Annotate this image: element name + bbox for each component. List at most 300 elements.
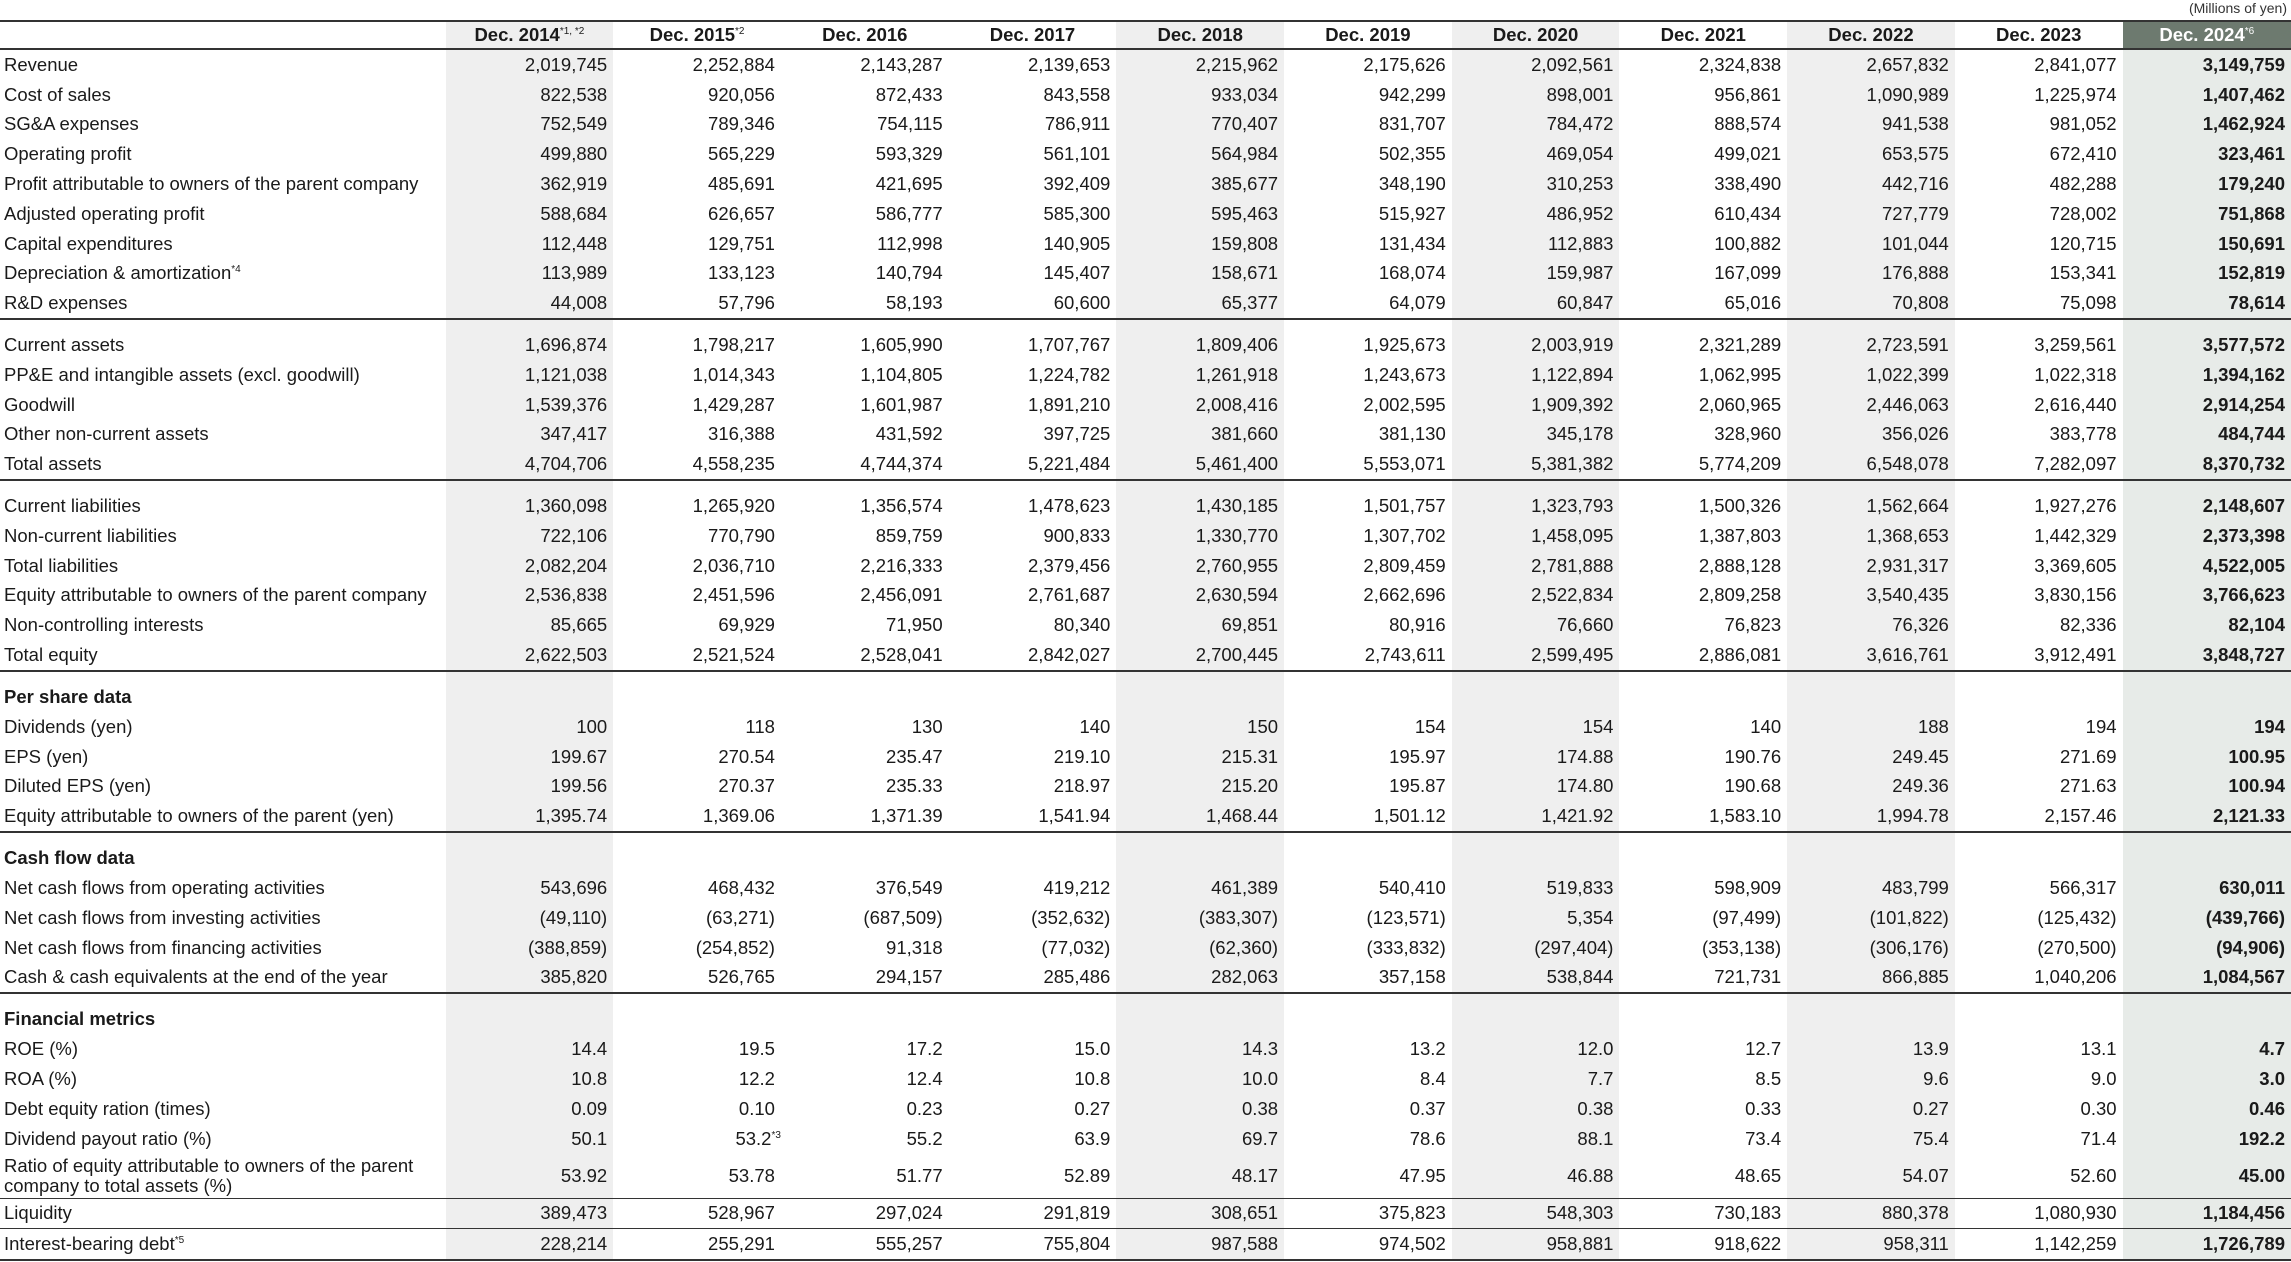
row-label-text: Equity attributable to owners of the parent company bbox=[4, 584, 427, 606]
value-text: 1,142,259 bbox=[2034, 1233, 2117, 1255]
value-text: 100 bbox=[576, 715, 608, 737]
value-cell bbox=[1116, 581, 1284, 611]
value-cell bbox=[949, 110, 1117, 140]
value-text: 5,774,209 bbox=[1698, 453, 1782, 475]
value-cell bbox=[1284, 742, 1452, 772]
value-cell bbox=[1619, 229, 1787, 259]
value-text: 2,914,254 bbox=[2202, 393, 2285, 415]
value-text: 431,592 bbox=[875, 423, 943, 445]
value-cell bbox=[1619, 1034, 1787, 1064]
value-cell bbox=[1619, 610, 1787, 640]
value-text: 190.68 bbox=[1724, 775, 1782, 797]
value-text: 78,614 bbox=[2228, 292, 2285, 314]
value-cell bbox=[1116, 390, 1284, 420]
value-text: 218.97 bbox=[1053, 775, 1111, 797]
value-cell bbox=[1619, 1064, 1787, 1094]
value-text: 47.95 bbox=[1399, 1164, 1446, 1186]
value-cell bbox=[1787, 1124, 1955, 1154]
table-row bbox=[0, 873, 2291, 903]
value-text: 228,214 bbox=[540, 1233, 608, 1255]
value-cell bbox=[613, 330, 781, 360]
value-text: 357,158 bbox=[1378, 966, 1446, 988]
value-cell bbox=[2123, 903, 2291, 933]
column-header-label: Dec. 2024 bbox=[2159, 24, 2245, 45]
value-cell bbox=[1955, 169, 2123, 199]
row-label bbox=[0, 1198, 446, 1229]
column-header-footnote: *6 bbox=[2244, 25, 2255, 37]
row-label-text: Net cash flows from financing activities bbox=[4, 936, 322, 958]
value-text: 76,326 bbox=[1892, 614, 1949, 636]
value-text: 13.1 bbox=[2080, 1038, 2117, 1060]
value-cell bbox=[2123, 1034, 2291, 1064]
value-text: 12.2 bbox=[738, 1068, 775, 1089]
spacer-cell bbox=[613, 832, 781, 843]
value-text: 2,781,888 bbox=[1531, 554, 1614, 576]
value-cell bbox=[1284, 49, 1452, 80]
value-text: 1,605,990 bbox=[860, 334, 943, 356]
value-cell bbox=[1787, 229, 1955, 259]
value-cell bbox=[1955, 199, 2123, 229]
value-cell bbox=[1116, 1124, 1284, 1154]
column-header bbox=[1955, 21, 2123, 49]
value-text: 1,371.39 bbox=[870, 805, 943, 827]
value-text: 2,743,611 bbox=[1364, 644, 1446, 666]
row-label bbox=[0, 491, 446, 521]
value-cell bbox=[2123, 1154, 2291, 1199]
value-cell bbox=[1116, 742, 1284, 772]
row-label-text: ROA (%) bbox=[4, 1068, 77, 1089]
value-cell bbox=[1619, 390, 1787, 420]
value-text: 120,715 bbox=[2049, 232, 2117, 254]
value-cell bbox=[1116, 640, 1284, 671]
section-heading: Per share data bbox=[4, 685, 132, 707]
value-text: 1,184,456 bbox=[2202, 1202, 2285, 1224]
value-cell bbox=[1452, 1034, 1620, 1064]
value-text: 3,259,561 bbox=[2034, 334, 2117, 356]
value-text: 1,429,287 bbox=[692, 393, 775, 415]
value-cell bbox=[1284, 640, 1452, 671]
value-text: 468,432 bbox=[708, 877, 775, 899]
value-cell bbox=[2123, 1198, 2291, 1229]
value-cell bbox=[1955, 229, 2123, 259]
value-cell bbox=[1619, 288, 1787, 319]
value-text: 48.17 bbox=[1231, 1164, 1279, 1186]
value-cell bbox=[2123, 1064, 2291, 1094]
value-text: 328,960 bbox=[1714, 423, 1782, 445]
value-text: 0.30 bbox=[2080, 1097, 2117, 1119]
value-cell bbox=[949, 1064, 1117, 1094]
value-cell bbox=[1116, 229, 1284, 259]
value-cell bbox=[1116, 139, 1284, 169]
value-text: 140 bbox=[1079, 715, 1111, 737]
spacer-cell bbox=[1955, 480, 2123, 491]
section-heading-row bbox=[0, 1004, 2291, 1034]
value-cell bbox=[613, 772, 781, 802]
value-text: 3,369,605 bbox=[2034, 554, 2117, 576]
value-cell bbox=[613, 873, 781, 903]
value-cell bbox=[1284, 772, 1452, 802]
value-text: 338,490 bbox=[1714, 173, 1782, 195]
value-cell bbox=[781, 330, 949, 360]
value-text: 2,888,128 bbox=[1698, 554, 1782, 576]
value-text: (94,906) bbox=[2216, 936, 2285, 958]
value-text: 499,021 bbox=[1714, 143, 1782, 165]
value-text: 0.38 bbox=[1242, 1097, 1279, 1119]
value-cell bbox=[2123, 1229, 2291, 1260]
value-text: 2,148,607 bbox=[2202, 495, 2285, 517]
value-cell bbox=[1452, 390, 1620, 420]
value-text: 385,820 bbox=[540, 966, 608, 988]
value-text: 1,040,206 bbox=[2034, 966, 2117, 988]
row-label-text: EPS (yen) bbox=[4, 745, 89, 767]
row-label-text: Ratio of equity attributable to owners of the parent company to total assets (%) bbox=[4, 1154, 414, 1196]
value-text: 442,716 bbox=[1881, 173, 1949, 195]
value-cell bbox=[949, 49, 1117, 80]
value-text: 235.33 bbox=[886, 775, 943, 797]
value-text: 113,989 bbox=[541, 262, 608, 284]
value-text: (297,404) bbox=[1534, 936, 1614, 958]
value-text: 3,848,727 bbox=[2202, 644, 2285, 666]
value-text: 515,927 bbox=[1378, 202, 1446, 224]
value-cell bbox=[1284, 169, 1452, 199]
value-text: 564,984 bbox=[1211, 143, 1279, 165]
value-text: 653,575 bbox=[1881, 143, 1949, 165]
value-text: 392,409 bbox=[1043, 173, 1111, 195]
value-text: 1,084,567 bbox=[2202, 966, 2285, 988]
value-text: 52.89 bbox=[1064, 1164, 1111, 1186]
value-cell bbox=[1955, 963, 2123, 994]
value-text: 1,122,894 bbox=[1531, 363, 1614, 385]
value-text: 150 bbox=[1247, 715, 1279, 737]
value-cell bbox=[2123, 712, 2291, 742]
spacer-cell bbox=[781, 319, 949, 330]
value-cell bbox=[446, 169, 614, 199]
row-label-text: Interest-bearing debt bbox=[4, 1233, 175, 1255]
value-cell bbox=[949, 1034, 1117, 1064]
value-cell bbox=[446, 449, 614, 480]
value-text: 482,288 bbox=[2049, 173, 2117, 195]
table-row bbox=[0, 712, 2291, 742]
table-row bbox=[0, 1064, 2291, 1094]
value-text: 316,388 bbox=[708, 423, 775, 445]
value-cell bbox=[1284, 712, 1452, 742]
row-label-text: Debt equity ration (times) bbox=[4, 1097, 211, 1119]
value-cell bbox=[1955, 1034, 2123, 1064]
value-cell bbox=[2123, 139, 2291, 169]
spacer-cell bbox=[613, 319, 781, 330]
value-cell bbox=[446, 139, 614, 169]
value-cell bbox=[1452, 1064, 1620, 1094]
column-header-label: Dec. 2015 bbox=[649, 24, 736, 45]
value-cell bbox=[949, 1124, 1117, 1154]
empty-cell bbox=[1284, 682, 1452, 712]
value-cell bbox=[613, 581, 781, 611]
spacer-cell bbox=[1452, 671, 1620, 682]
value-text: 9.6 bbox=[1923, 1068, 1949, 1089]
value-cell bbox=[2123, 259, 2291, 289]
spacer-cell bbox=[446, 319, 614, 330]
value-text: 4.7 bbox=[2259, 1038, 2285, 1060]
value-cell bbox=[1116, 199, 1284, 229]
row-label bbox=[0, 581, 446, 611]
value-text: 2,121.33 bbox=[2212, 805, 2285, 827]
value-cell bbox=[1116, 169, 1284, 199]
value-cell bbox=[1284, 139, 1452, 169]
value-cell bbox=[2123, 640, 2291, 671]
value-cell bbox=[2123, 521, 2291, 551]
value-text: (62,360) bbox=[1209, 936, 1279, 958]
value-text: 389,473 bbox=[540, 1202, 608, 1224]
empty-cell bbox=[1619, 682, 1787, 712]
value-text: 1,356,574 bbox=[860, 495, 943, 517]
value-cell bbox=[1619, 742, 1787, 772]
value-cell bbox=[1787, 903, 1955, 933]
value-text: 2,324,838 bbox=[1698, 53, 1782, 75]
value-cell bbox=[949, 873, 1117, 903]
value-cell bbox=[781, 49, 949, 80]
value-cell bbox=[1284, 963, 1452, 994]
value-text: 419,212 bbox=[1043, 877, 1111, 899]
value-text: 2,252,884 bbox=[692, 53, 775, 75]
empty-cell bbox=[1452, 682, 1620, 712]
value-cell bbox=[446, 772, 614, 802]
value-cell bbox=[1787, 1094, 1955, 1124]
value-text: 2,060,965 bbox=[1698, 393, 1782, 415]
value-text: 484,744 bbox=[2218, 423, 2285, 445]
value-text: (687,509) bbox=[863, 906, 943, 928]
value-text: 1,121,038 bbox=[524, 363, 608, 385]
value-cell bbox=[781, 1034, 949, 1064]
value-text: 1,062,995 bbox=[1698, 363, 1782, 385]
value-cell bbox=[2123, 229, 2291, 259]
value-text: 159,808 bbox=[1211, 232, 1279, 254]
spacer-cell bbox=[1787, 319, 1955, 330]
value-text: 499,880 bbox=[540, 143, 608, 165]
row-label-text: Adjusted operating profit bbox=[4, 202, 205, 224]
value-cell bbox=[1452, 491, 1620, 521]
value-text: 53.2 bbox=[735, 1127, 772, 1149]
value-text: 7.7 bbox=[1587, 1068, 1614, 1089]
value-cell bbox=[1787, 449, 1955, 480]
value-cell bbox=[1619, 491, 1787, 521]
value-text: 958,881 bbox=[1546, 1233, 1614, 1255]
value-cell bbox=[1452, 229, 1620, 259]
value-cell bbox=[949, 521, 1117, 551]
value-text: 0.37 bbox=[1409, 1097, 1446, 1119]
value-cell bbox=[1955, 933, 2123, 963]
value-cell bbox=[1619, 360, 1787, 390]
value-text: 168,074 bbox=[1378, 262, 1446, 284]
row-label bbox=[0, 169, 446, 199]
value-cell bbox=[1284, 903, 1452, 933]
value-cell bbox=[1955, 581, 2123, 611]
value-cell bbox=[1452, 360, 1620, 390]
value-text: 8.5 bbox=[1755, 1068, 1782, 1089]
value-cell bbox=[1116, 712, 1284, 742]
value-text: 1,394,162 bbox=[2202, 363, 2285, 385]
row-label-text: PP&E and intangible assets (excl. goodwill) bbox=[4, 363, 360, 385]
value-text: 15.0 bbox=[1074, 1038, 1111, 1060]
empty-cell bbox=[949, 1004, 1117, 1034]
value-cell bbox=[1619, 1094, 1787, 1124]
value-cell bbox=[781, 801, 949, 832]
value-text: 190.76 bbox=[1724, 745, 1782, 767]
value-cell bbox=[1955, 772, 2123, 802]
table-row bbox=[0, 139, 2291, 169]
value-text: 112,883 bbox=[1547, 232, 1614, 254]
value-text: 770,407 bbox=[1211, 113, 1279, 135]
value-text: 866,885 bbox=[1881, 966, 1949, 988]
spacer-cell bbox=[446, 671, 614, 682]
value-cell bbox=[1787, 491, 1955, 521]
table-row bbox=[0, 1094, 2291, 1124]
value-text: 2,321,289 bbox=[1698, 334, 1782, 356]
value-cell bbox=[613, 963, 781, 994]
value-text: 1,726,789 bbox=[2202, 1233, 2285, 1255]
value-text: 215.20 bbox=[1221, 775, 1279, 797]
value-text: 4,744,374 bbox=[860, 453, 943, 475]
value-cell bbox=[1619, 772, 1787, 802]
value-cell bbox=[949, 772, 1117, 802]
value-cell bbox=[1787, 712, 1955, 742]
value-cell bbox=[781, 610, 949, 640]
row-label-text: R&D expenses bbox=[4, 292, 128, 314]
value-cell bbox=[1116, 963, 1284, 994]
value-cell bbox=[613, 49, 781, 80]
value-cell bbox=[1284, 1229, 1452, 1260]
value-cell bbox=[1452, 1124, 1620, 1154]
value-text: 2,841,077 bbox=[2034, 53, 2117, 75]
value-cell bbox=[613, 288, 781, 319]
column-header-label: Dec. 2018 bbox=[1157, 24, 1243, 45]
value-cell bbox=[1955, 49, 2123, 80]
value-text: 1,478,623 bbox=[1028, 495, 1111, 517]
value-text: 3,766,623 bbox=[2202, 584, 2285, 606]
value-cell bbox=[1955, 449, 2123, 480]
value-cell bbox=[1787, 742, 1955, 772]
value-cell bbox=[446, 1094, 614, 1124]
row-label-text: Current liabilities bbox=[4, 495, 141, 517]
value-cell bbox=[1787, 772, 1955, 802]
value-text: 593,329 bbox=[875, 143, 943, 165]
value-cell bbox=[613, 610, 781, 640]
empty-cell bbox=[949, 682, 1117, 712]
value-text: 10.0 bbox=[1242, 1068, 1279, 1089]
value-cell bbox=[1955, 110, 2123, 140]
value-text: 381,130 bbox=[1378, 423, 1446, 445]
value-cell bbox=[613, 1154, 781, 1199]
value-text: 3,149,759 bbox=[2202, 53, 2285, 75]
empty-cell bbox=[613, 682, 781, 712]
value-cell bbox=[1787, 581, 1955, 611]
value-cell bbox=[1787, 1034, 1955, 1064]
empty-cell bbox=[613, 1004, 781, 1034]
value-cell bbox=[1284, 551, 1452, 581]
value-cell bbox=[2123, 360, 2291, 390]
spacer-cell bbox=[1116, 832, 1284, 843]
value-text: 153,341 bbox=[2049, 262, 2117, 284]
spacer-cell bbox=[949, 993, 1117, 1004]
value-cell bbox=[613, 742, 781, 772]
value-cell bbox=[1955, 288, 2123, 319]
value-cell bbox=[446, 1154, 614, 1199]
value-text: 1,307,702 bbox=[1363, 524, 1446, 546]
value-text: 2,657,832 bbox=[1866, 53, 1949, 75]
value-cell bbox=[1955, 139, 2123, 169]
value-text: 1,909,392 bbox=[1531, 393, 1614, 415]
row-label bbox=[0, 742, 446, 772]
value-cell bbox=[1787, 288, 1955, 319]
value-cell bbox=[1787, 963, 1955, 994]
value-cell bbox=[2123, 420, 2291, 450]
value-text: 1,696,874 bbox=[524, 334, 608, 356]
row-label bbox=[0, 199, 446, 229]
value-cell bbox=[446, 712, 614, 742]
value-text: 1,243,673 bbox=[1363, 363, 1446, 385]
value-text: 918,622 bbox=[1714, 1233, 1782, 1255]
value-cell bbox=[949, 491, 1117, 521]
empty-cell bbox=[1452, 1004, 1620, 1034]
value-text: 2,456,091 bbox=[860, 584, 943, 606]
value-cell bbox=[1116, 449, 1284, 480]
value-cell bbox=[446, 80, 614, 110]
value-text: 0.46 bbox=[2248, 1097, 2285, 1119]
table-row bbox=[0, 1229, 2291, 1260]
value-cell bbox=[1284, 1064, 1452, 1094]
value-text: 53.78 bbox=[728, 1164, 775, 1186]
column-header-label: Dec. 2017 bbox=[989, 24, 1076, 45]
value-cell bbox=[1787, 49, 1955, 80]
value-cell bbox=[1619, 1229, 1787, 1260]
value-cell bbox=[781, 360, 949, 390]
value-text: 282,063 bbox=[1211, 966, 1279, 988]
value-text: 63.9 bbox=[1074, 1127, 1111, 1149]
value-cell bbox=[1116, 80, 1284, 110]
value-text: 179,240 bbox=[2218, 173, 2285, 195]
value-text: 898,001 bbox=[1546, 83, 1614, 105]
value-cell bbox=[1619, 169, 1787, 199]
value-text: 80,916 bbox=[1389, 614, 1446, 636]
value-text: 310,253 bbox=[1546, 173, 1614, 195]
value-text: 843,558 bbox=[1043, 83, 1111, 105]
value-text: 17.2 bbox=[906, 1038, 943, 1060]
value-text: 5,221,484 bbox=[1028, 453, 1111, 475]
value-cell bbox=[1619, 933, 1787, 963]
empty-cell bbox=[1787, 682, 1955, 712]
value-text: 2,008,416 bbox=[1195, 393, 1279, 415]
empty-cell bbox=[1619, 843, 1787, 873]
unit-note: (Millions of yen) bbox=[2188, 0, 2287, 16]
value-cell bbox=[2123, 801, 2291, 832]
spacer-cell bbox=[1116, 480, 1284, 491]
value-cell bbox=[2123, 288, 2291, 319]
spacer-cell bbox=[2123, 832, 2291, 843]
value-text: 294,157 bbox=[875, 966, 943, 988]
value-text: 981,052 bbox=[2049, 113, 2117, 135]
value-text: 385,677 bbox=[1211, 173, 1279, 195]
spacer-cell bbox=[1619, 671, 1787, 682]
value-cell bbox=[1284, 259, 1452, 289]
value-cell bbox=[1955, 551, 2123, 581]
value-text: 2,521,524 bbox=[692, 644, 775, 666]
value-text: 561,101 bbox=[1043, 143, 1111, 165]
value-cell bbox=[1284, 491, 1452, 521]
value-text: 1,421.92 bbox=[1541, 805, 1614, 827]
value-cell bbox=[1452, 933, 1620, 963]
value-text: 2,931,317 bbox=[1866, 554, 1949, 576]
value-cell bbox=[1787, 420, 1955, 450]
value-text: 4,522,005 bbox=[2202, 554, 2285, 576]
